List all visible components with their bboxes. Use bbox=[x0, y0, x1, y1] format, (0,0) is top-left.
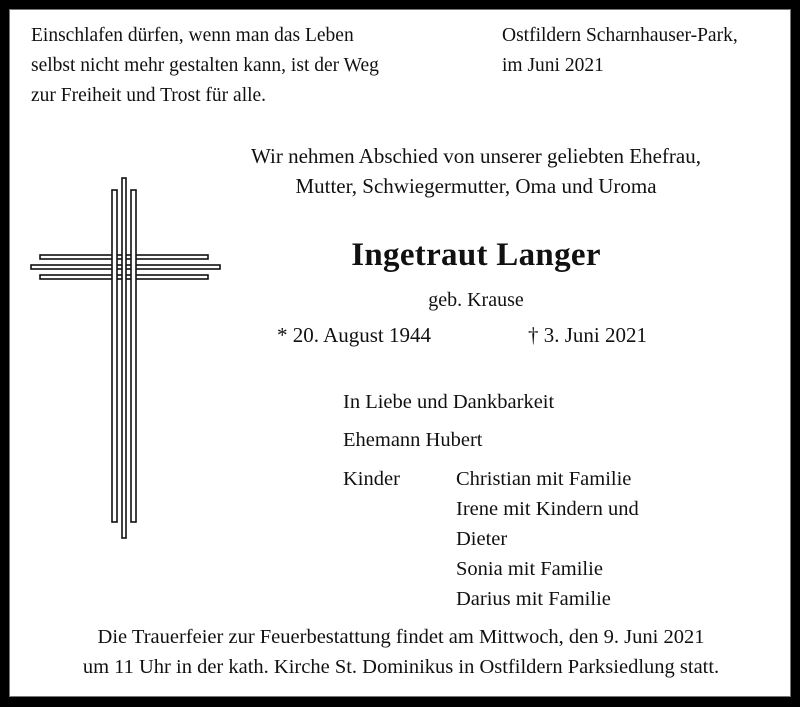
service-line: um 11 Uhr in der kath. Kirche St. Dominikus in Ostfildern Parksiedlung statt. bbox=[82, 656, 720, 678]
service-notice bbox=[10, 622, 792, 682]
child-entry: Irene mit Kindern und bbox=[456, 498, 639, 520]
place-line: Ostfildern Scharnhauser-Park, bbox=[502, 25, 738, 46]
death-date: † 3. Juni 2021 bbox=[528, 323, 648, 347]
motto-line: selbst nicht mehr gestalten kann, ist der Weg bbox=[31, 55, 379, 76]
child-entry: Darius mit Familie bbox=[456, 588, 611, 610]
intro-line: Wir nehmen Abschied von unserer geliebten Ehefrau, bbox=[251, 144, 701, 168]
husband: Ehemann Hubert bbox=[343, 429, 483, 451]
children-label: Kinder bbox=[343, 468, 400, 490]
child-entry: Christian mit Familie bbox=[456, 468, 632, 490]
intro-text bbox=[160, 141, 792, 201]
child-entry: Sonia mit Familie bbox=[456, 558, 603, 580]
child-entry: Dieter bbox=[456, 528, 508, 550]
date-line: im Juni 2021 bbox=[502, 55, 604, 76]
motto-line: Einschlafen dürfen, wenn man das Leben bbox=[31, 25, 354, 46]
deceased-name: Ingetraut Langer bbox=[351, 237, 601, 273]
service-line: Die Trauerfeier zur Feuerbestattung findet am Mittwoch, den 9. Juni 2021 bbox=[97, 626, 705, 648]
place-date bbox=[502, 21, 738, 81]
maiden-name: geb. Krause bbox=[428, 289, 524, 311]
obituary-card bbox=[9, 9, 791, 697]
birth-date: * 20. August 1944 bbox=[277, 323, 432, 347]
intro-line: Mutter, Schwiegermutter, Oma und Uroma bbox=[295, 174, 657, 198]
children-list bbox=[456, 464, 639, 614]
motto-line: zur Freiheit und Trost für alle. bbox=[31, 85, 267, 106]
mourners-heading: In Liebe und Dankbarkeit bbox=[343, 391, 555, 413]
